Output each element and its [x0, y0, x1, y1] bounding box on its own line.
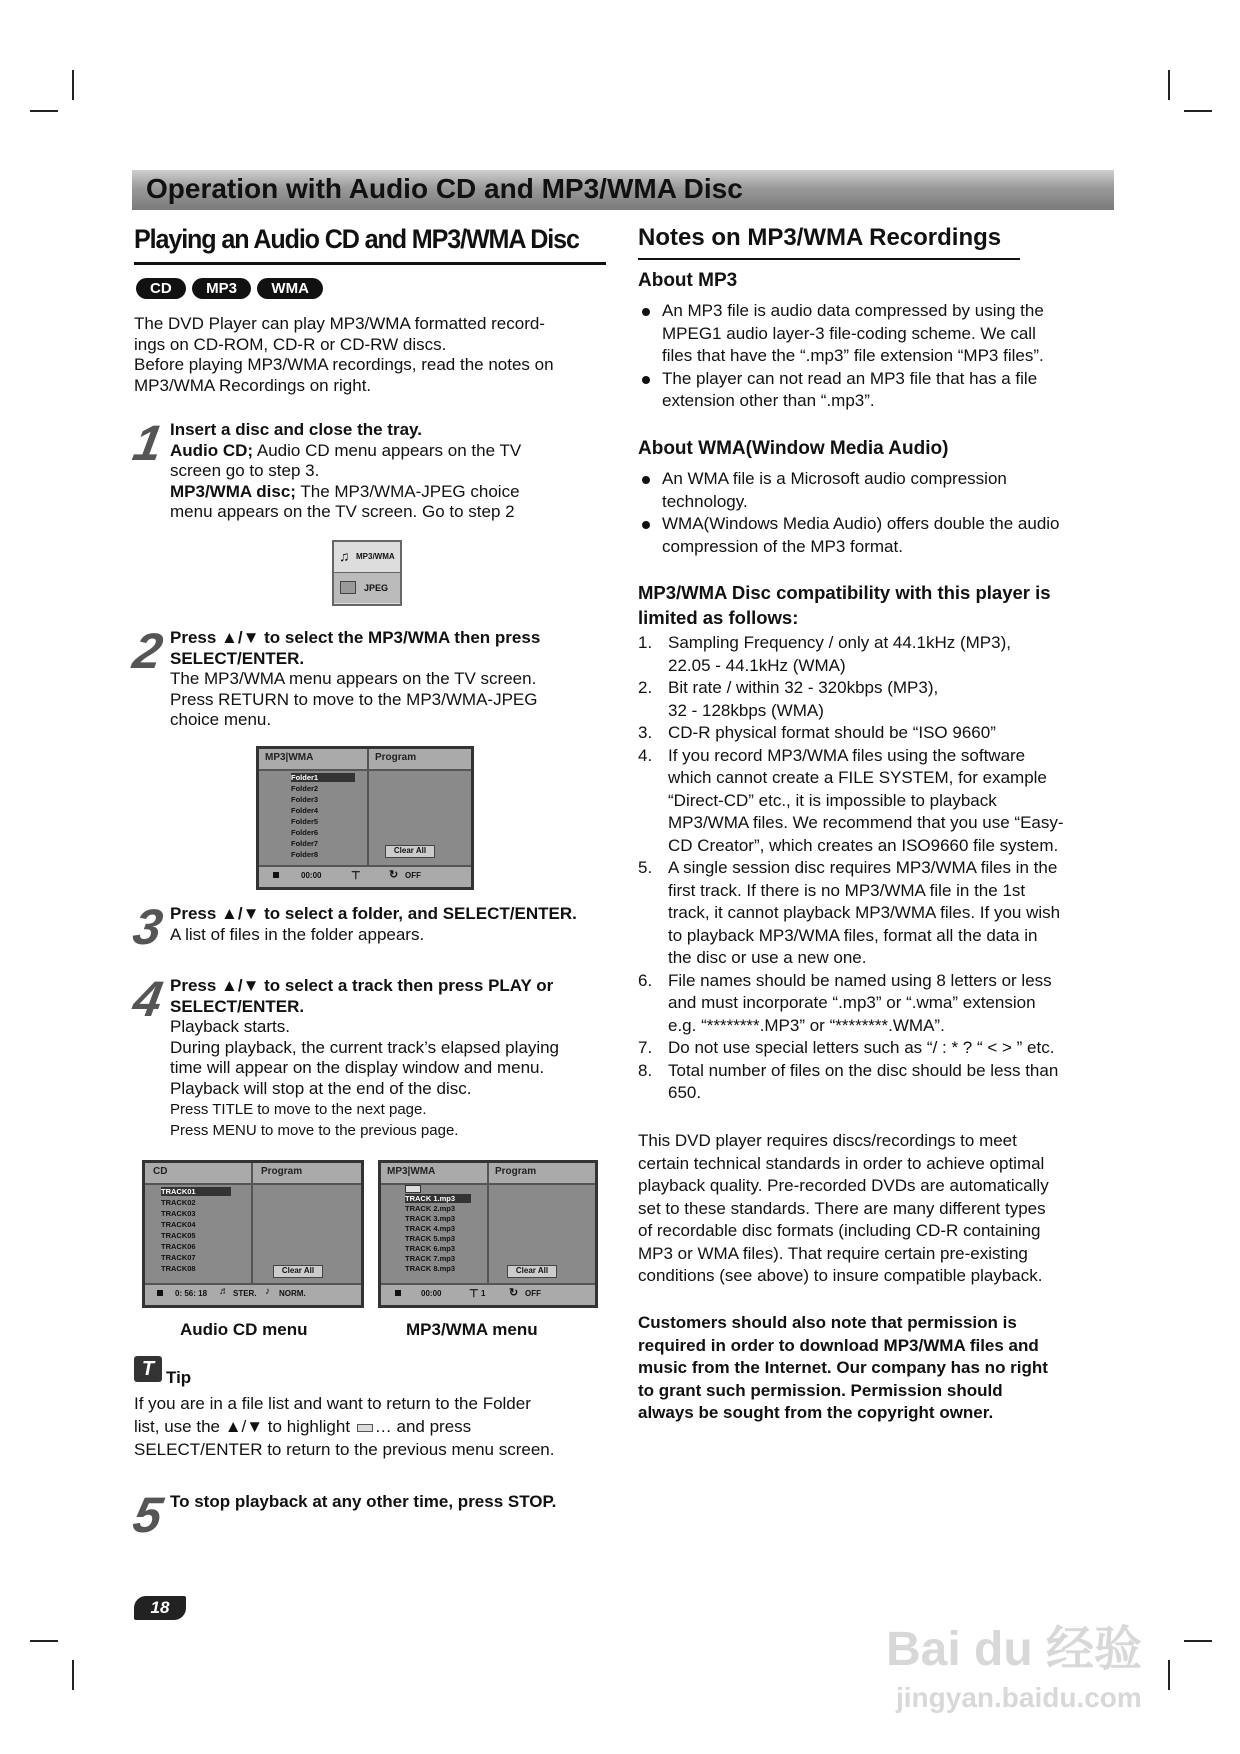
numbered-item	[638, 632, 1124, 677]
list-item[interactable]: TRACK05	[161, 1231, 196, 1240]
choice-jpeg[interactable]	[334, 572, 400, 603]
tip-title: Tip	[166, 1368, 192, 1387]
step-4	[170, 976, 620, 1141]
item-number: 1.	[638, 633, 653, 652]
step-title: Press ▲/▼ to select the MP3/WMA then press	[170, 628, 541, 647]
step-title: To stop playback at any other time, press STOP.	[170, 1492, 557, 1511]
left-heading: Playing an Audio CD and MP3/WMA Disc	[134, 224, 579, 254]
bullet-item	[638, 513, 1118, 558]
screen-left-title: MP3|WMA	[387, 1166, 436, 1177]
list-item[interactable]: TRACK02	[161, 1198, 196, 1207]
step-title: SELECT/ENTER.	[170, 648, 305, 668]
compat-title	[638, 580, 1051, 630]
copyright-notice	[638, 1312, 1124, 1425]
about-wma-title: About WMA(Window Media Audio)	[638, 438, 949, 459]
item-line: track, it cannot playback MP3/WMA files. If you wish	[668, 903, 1061, 922]
step-text: Audio CD menu appears on the TV	[253, 440, 522, 460]
screen-divider	[367, 749, 369, 867]
item-line: Total number of files on the disc should be less than	[668, 1060, 1059, 1080]
compat-title-line: limited as follows:	[638, 607, 799, 628]
para-line: This DVD player requires discs/recordings to meet	[638, 1131, 1017, 1150]
item-line: If you record MP3/WMA files using the software	[668, 745, 1026, 765]
step-number: 3	[129, 899, 167, 955]
list-item[interactable]: TRACK 5.mp3	[405, 1234, 456, 1243]
item-line: CD Creator”, which creates an ISO9660 file system.	[668, 835, 1059, 855]
intro-line: MP3/WMA Recordings on right.	[134, 375, 372, 395]
compat-list	[638, 632, 1124, 1105]
item-number: 5.	[638, 858, 653, 877]
step-text: The MP3/WMA-JPEG choice	[295, 481, 520, 501]
list-item[interactable]: TRACK04	[161, 1220, 196, 1229]
item-line: which cannot create a FILE SYSTEM, for example	[668, 768, 1047, 787]
elapsed-time: 00:00	[301, 871, 322, 880]
item-line: “Direct-CD” etc., it is impossible to playback	[668, 790, 997, 810]
intro-text	[134, 314, 614, 396]
step-title: Press ▲/▼ to select a folder, and SELECT/ENTER.	[170, 904, 577, 923]
step-text: choice menu.	[170, 710, 272, 729]
step-3	[170, 904, 620, 945]
bullet-line: The player can not read an MP3 file that has a file	[662, 368, 1038, 388]
para-line: conditions (see above) to insure compatible playback.	[638, 1266, 1043, 1285]
screen-right-title: Program	[495, 1166, 537, 1177]
bullet-line: An WMA file is a Microsoft audio compression	[662, 469, 1007, 488]
list-item[interactable]: TRACK 6.mp3	[405, 1244, 456, 1253]
step-1	[170, 420, 610, 523]
mp3-track-menu-screen	[378, 1160, 598, 1308]
about-mp3-title: About MP3	[638, 270, 738, 291]
list-item[interactable]: TRACK 1.mp3	[405, 1194, 471, 1203]
step-text: Playback starts.	[170, 1017, 290, 1036]
choice-label: MP3/WMA	[356, 552, 395, 561]
bullet-line: technology.	[662, 491, 748, 511]
list-item[interactable]: TRACK07	[161, 1253, 196, 1262]
numbered-item	[638, 857, 1124, 970]
tip-icon: T	[134, 1356, 162, 1382]
bullet-item	[638, 368, 1118, 413]
stop-icon	[273, 872, 279, 878]
notice-line: always be sought from the copyright owner.	[638, 1403, 994, 1422]
step-5	[170, 1492, 620, 1513]
step-number: 2	[129, 623, 167, 679]
step-text: time will appear on the display window and menu.	[170, 1058, 545, 1077]
section-banner	[132, 170, 1114, 210]
repeat-icon: ↻	[389, 869, 399, 881]
list-item[interactable]: TRACK 3.mp3	[405, 1214, 456, 1223]
crop-mark	[1168, 70, 1170, 100]
screen-right-title: Program	[261, 1166, 303, 1177]
screen-footer	[259, 865, 471, 887]
page-number: 18	[134, 1596, 186, 1620]
step-text: Press MENU to move to the previous page.	[170, 1122, 459, 1139]
item-number: 4.	[638, 745, 653, 765]
choice-label: JPEG	[364, 583, 389, 593]
clear-all-button[interactable]: Clear All	[507, 1265, 557, 1278]
list-item[interactable]: TRACK 2.mp3	[405, 1204, 456, 1213]
bullet-line: extension other than “.mp3”.	[662, 391, 875, 410]
screen-left-title: CD	[153, 1166, 168, 1177]
item-line: the disc or use a new one.	[668, 948, 867, 967]
repeat-status: OFF	[525, 1289, 541, 1298]
heading-rule	[638, 258, 1020, 260]
screen-footer	[145, 1283, 361, 1305]
clear-all-button[interactable]: Clear All	[273, 1265, 323, 1278]
list-item[interactable]: Folder6	[291, 828, 319, 837]
audio-mode: STER.	[233, 1289, 257, 1298]
list-item[interactable]: TRACK01	[161, 1187, 231, 1196]
clear-all-button[interactable]: Clear All	[385, 845, 435, 858]
item-line: e.g. “********.MP3” or “********.WMA”.	[668, 1015, 945, 1035]
tip-line: SELECT/ENTER to return to the previous menu screen.	[134, 1440, 555, 1459]
item-line: 650.	[668, 1083, 702, 1102]
badge-wma: WMA	[257, 278, 323, 299]
item-line: A single session disc requires MP3/WMA files in the	[668, 858, 1058, 877]
watermark-brand: Bai du 经验	[886, 1623, 1143, 1676]
title-icon: ⊤	[351, 870, 361, 882]
tip-text: If you are in a file list and want to return to the Folder list, use the ▲/▼ to highlight … and press SELECT/ENTER to return to the previous menu screen.	[134, 1392, 614, 1461]
notice-line: to grant such permission. Permission should	[638, 1380, 1003, 1400]
step-text: screen go to step 3.	[170, 461, 320, 480]
badge-mp3: MP3	[192, 278, 251, 299]
screen-left-title: MP3|WMA	[265, 752, 314, 763]
numbered-item	[638, 1060, 1124, 1105]
mp3-bullets	[638, 300, 1118, 413]
step-number: 5	[129, 1487, 167, 1543]
heading-rule	[134, 262, 606, 265]
item-number: 3.	[638, 723, 653, 742]
screen-footer	[381, 1283, 595, 1305]
choice-menu	[332, 540, 402, 606]
item-number: 8.	[638, 1060, 653, 1080]
caption-mp3-wma: MP3/WMA menu	[406, 1320, 538, 1339]
folder-up-icon[interactable]	[405, 1185, 421, 1193]
mp3-folder-menu-screen	[256, 746, 474, 890]
crop-mark	[72, 1660, 74, 1690]
wma-bullets	[638, 468, 1118, 558]
numbered-item	[638, 722, 1124, 745]
item-line: first track. If there is no MP3/WMA file in the 1st	[668, 880, 1026, 900]
item-line: MP3/WMA files. We recommend that you use “Easy-	[668, 813, 1064, 832]
item-number: 6.	[638, 970, 653, 990]
list-item[interactable]: TRACK 4.mp3	[405, 1224, 456, 1233]
item-line: File names should be named using 8 letters or less	[668, 970, 1052, 990]
item-line: 32 - 128kbps (WMA)	[668, 700, 824, 720]
bullet-line: files that have the “.mp3” file extension “MP3 files”.	[662, 346, 1044, 365]
caption-audio-cd: Audio CD menu	[180, 1320, 308, 1339]
bullet-line: WMA(Windows Media Audio) offers double the audio	[662, 514, 1060, 533]
list-item[interactable]: TRACK 8.mp3	[405, 1264, 456, 1273]
crop-mark	[1184, 1640, 1212, 1642]
intro-line: Before playing MP3/WMA recordings, read the notes on	[134, 355, 554, 374]
title-icon: ⊤	[469, 1288, 479, 1300]
stop-icon	[395, 1290, 401, 1296]
elapsed-time: 0: 56: 18	[175, 1289, 208, 1298]
item-number: 7.	[638, 1038, 653, 1057]
tip-line: If you are in a file list and want to return to the Folder	[134, 1394, 531, 1413]
crop-mark	[1184, 110, 1212, 112]
item-line: to playback MP3/WMA files, format all the data in	[668, 925, 1038, 945]
intro-line: The DVD Player can play MP3/WMA formatted record-	[134, 314, 545, 333]
title-number: 1	[481, 1289, 486, 1298]
list-item[interactable]: Folder7	[291, 839, 319, 848]
music-note-icon: ♫	[339, 548, 350, 564]
item-line: and must incorporate “.mp3” or “.wma” extension	[668, 993, 1036, 1012]
step-number: 4	[129, 971, 167, 1027]
bullet-line: An MP3 file is audio data compressed by using the	[662, 301, 1044, 320]
item-line: CD-R physical format should be “ISO 9660”	[668, 723, 996, 742]
bullet-item	[638, 468, 1118, 513]
crop-mark	[1168, 1660, 1170, 1690]
numbered-item	[638, 745, 1124, 858]
step-number: 1	[129, 415, 167, 471]
list-item[interactable]: Folder2	[291, 784, 319, 793]
item-line: 22.05 - 44.1kHz (WMA)	[668, 655, 846, 675]
watermark-url: jingyan.baidu.com	[896, 1682, 1142, 1713]
para-line: certain technical standards in order to achieve optimal	[638, 1153, 1045, 1173]
list-item[interactable]: Folder8	[291, 850, 319, 859]
para-line: playback quality. Pre-recorded DVDs are automatically	[638, 1176, 1049, 1195]
choice-mp3wma[interactable]	[334, 542, 400, 572]
step-text: During playback, the current track’s elapsed playing	[170, 1037, 560, 1057]
screen-divider	[251, 1163, 253, 1285]
item-line: Do not use special letters such as “/ : * ? “ < > ” etc.	[668, 1038, 1055, 1057]
right-heading: Notes on MP3/WMA Recordings	[638, 224, 1002, 251]
step-text: menu appears on the TV screen. Go to step 2	[170, 502, 515, 521]
step-title: SELECT/ENTER.	[170, 996, 305, 1016]
para-line: of recordable disc formats (including CD-R containing	[638, 1221, 1041, 1240]
item-number: 2.	[638, 678, 653, 697]
mp3-disc-label: MP3/WMA disc;	[170, 481, 296, 501]
audio-cd-label: Audio CD;	[170, 440, 254, 460]
list-item[interactable]: Folder5	[291, 817, 319, 826]
list-item[interactable]: Folder3	[291, 795, 319, 804]
list-item[interactable]: TRACK06	[161, 1242, 196, 1251]
banner-title: Operation with Audio CD and MP3/WMA Disc	[146, 173, 743, 204]
screen-header	[145, 1163, 361, 1185]
bullet-line: compression of the MP3 format.	[662, 536, 903, 556]
crop-mark	[30, 1640, 58, 1642]
repeat-icon: ↻	[509, 1287, 519, 1299]
bullet-item	[638, 300, 1118, 368]
numbered-item	[638, 1037, 1124, 1060]
para-line: MP3 or WMA files). That require certain pre-existing	[638, 1243, 1028, 1263]
screen-right-title: Program	[375, 752, 417, 763]
screen-header	[259, 749, 471, 771]
list-item[interactable]: TRACK 7.mp3	[405, 1254, 456, 1263]
list-item[interactable]: Folder4	[291, 806, 319, 815]
disc-badges	[136, 278, 325, 299]
item-line: Bit rate / within 32 - 320kbps (MP3),	[668, 678, 939, 697]
bullet-line: MPEG1 audio layer-3 file-coding scheme. We call	[662, 323, 1036, 343]
elapsed-time: 00:00	[421, 1289, 442, 1298]
notice-line: required in order to download MP3/WMA files and	[638, 1335, 1039, 1355]
compat-title-line: MP3/WMA Disc compatibility with this player is	[638, 582, 1051, 603]
stop-icon	[157, 1290, 163, 1296]
list-item[interactable]: Folder1	[291, 773, 355, 782]
para-line: set to these standards. There are many different types	[638, 1198, 1046, 1218]
audio-cd-menu-screen	[142, 1160, 364, 1308]
step-2	[170, 628, 610, 731]
tip-line: list, use the ▲/▼ to highlight	[134, 1417, 351, 1436]
sound-mode: NORM.	[279, 1289, 306, 1298]
intro-line: ings on CD-ROM, CD-R or CD-RW discs.	[134, 334, 447, 354]
speaker-icon: ♪	[265, 1286, 270, 1297]
step-text: Playback will stop at the end of the disc.	[170, 1078, 472, 1098]
step-text: Press TITLE to move to the next page.	[170, 1101, 427, 1118]
standards-paragraph	[638, 1130, 1124, 1288]
screen-divider	[487, 1163, 489, 1285]
step-text: The MP3/WMA menu appears on the TV screen.	[170, 669, 537, 688]
picture-icon	[340, 581, 356, 594]
list-item[interactable]: TRACK03	[161, 1209, 196, 1218]
step-text: Press RETURN to move to the MP3/WMA-JPEG	[170, 689, 538, 709]
crop-mark	[72, 70, 74, 100]
crop-mark	[30, 110, 58, 112]
repeat-status: OFF	[405, 871, 421, 880]
step-title: Press ▲/▼ to select a track then press PLAY or	[170, 976, 554, 995]
list-item[interactable]: TRACK08	[161, 1264, 196, 1273]
tip-line: and press	[396, 1417, 472, 1436]
audio-icon: ♬	[219, 1286, 229, 1297]
step-title: Insert a disc and close the tray.	[170, 420, 422, 439]
item-line: Sampling Frequency / only at 44.1kHz (MP3),	[668, 633, 1011, 652]
notice-line: music from the Internet. Our company has no right	[638, 1358, 1048, 1377]
numbered-item	[638, 970, 1124, 1038]
step-text: A list of files in the folder appears.	[170, 924, 425, 944]
numbered-item	[638, 677, 1124, 722]
badge-cd: CD	[136, 278, 186, 299]
notice-line: Customers should also note that permission is	[638, 1313, 1017, 1332]
folder-up-icon	[357, 1424, 373, 1432]
